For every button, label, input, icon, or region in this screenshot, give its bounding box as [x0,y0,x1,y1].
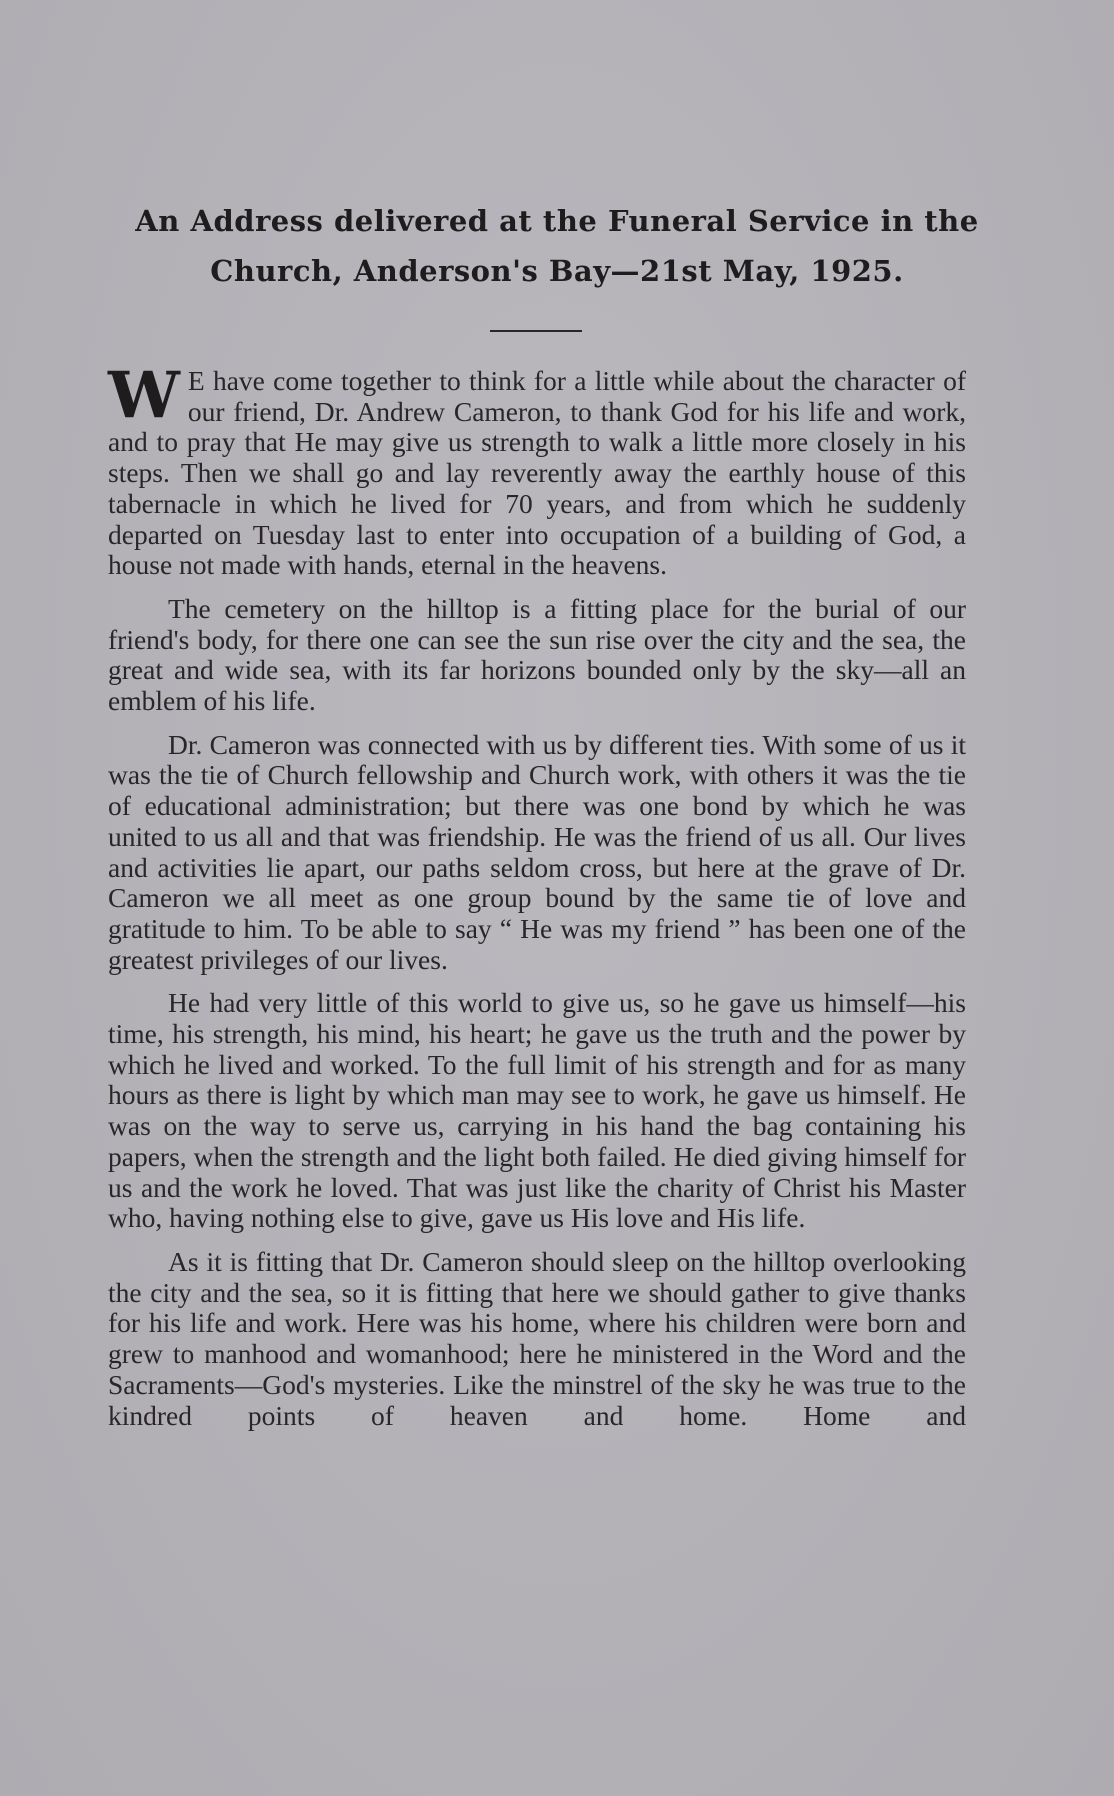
paragraph-5: As it is fitting that Dr. Cameron should sleep on the hilltop overlooking the city and the sea, so it is fitting that here we should gather to give thanks for his life and work. Here was his home, where his children were born and grew to manhood and womanhood; here he ministered in the Word and the Sacraments—God's mysteries. Like the minstrel of the sky he was true to the kindred points of heaven and home. Home and [108,1245,966,1431]
title-line-1: An Address delivered at the Funeral Service in the [135,204,979,238]
paragraph-1-text: E have come together to think for a little while about the character of our friend, Dr. Andrew Cameron, to thank God for his life and work, and to pray that He may give us strength to walk a little more closely in his steps. Then we shall go and lay reverently away the earthly house of this tabernacle in which he lived for 70 years, and from which he suddenly departed on Tuesday last to enter into occupation of a building of God, a house not made with hands, eternal in the heavens. [108,365,966,581]
title-divider [490,330,582,332]
page-title [90,196,1024,296]
paragraph-2: The cemetery on the hilltop is a fitting place for the burial of our friend's body, for there one can see the sun rise over the city and the sea, the great and wide sea, with its far horizons bounded only by the sky—all an emblem of his life. [108,592,966,717]
paragraph-1 [108,358,966,581]
paragraph-4: He had very little of this world to give us, so he gave us himself—his time, his strength, his mind, his heart; he gave us the truth and the power by which he lived and worked. To the full limit of his strength and for as many hours as there is light by which man may see to work, he gave us himself. He was on the way to serve us, carrying in his hand the bag containing his papers, when the strength and the light both failed. He died giving himself for us and the work he loved. That was just like the charity of Christ his Master who, having nothing else to give, gave us His love and His life. [108,987,966,1234]
address-body [108,358,966,1431]
drop-cap: W [108,358,180,433]
title-line-2: Church, Anderson's Bay—21st May, 1925. [210,254,904,288]
paragraph-3: Dr. Cameron was connected with us by different ties. With some of us it was the tie of Church fellowship and Church work, with others it was the tie of educational administration; but there was one bond by which he was united to us all and that was friendship. He was the friend of us all. Our lives and activities lie apart, our paths seldom cross, but here at the grave of Dr. Cameron we all meet as one group bound by the same tie of love and gratitude to him. To be able to say “ He was my friend ” has been one of the greatest privileges of our lives. [108,728,966,975]
